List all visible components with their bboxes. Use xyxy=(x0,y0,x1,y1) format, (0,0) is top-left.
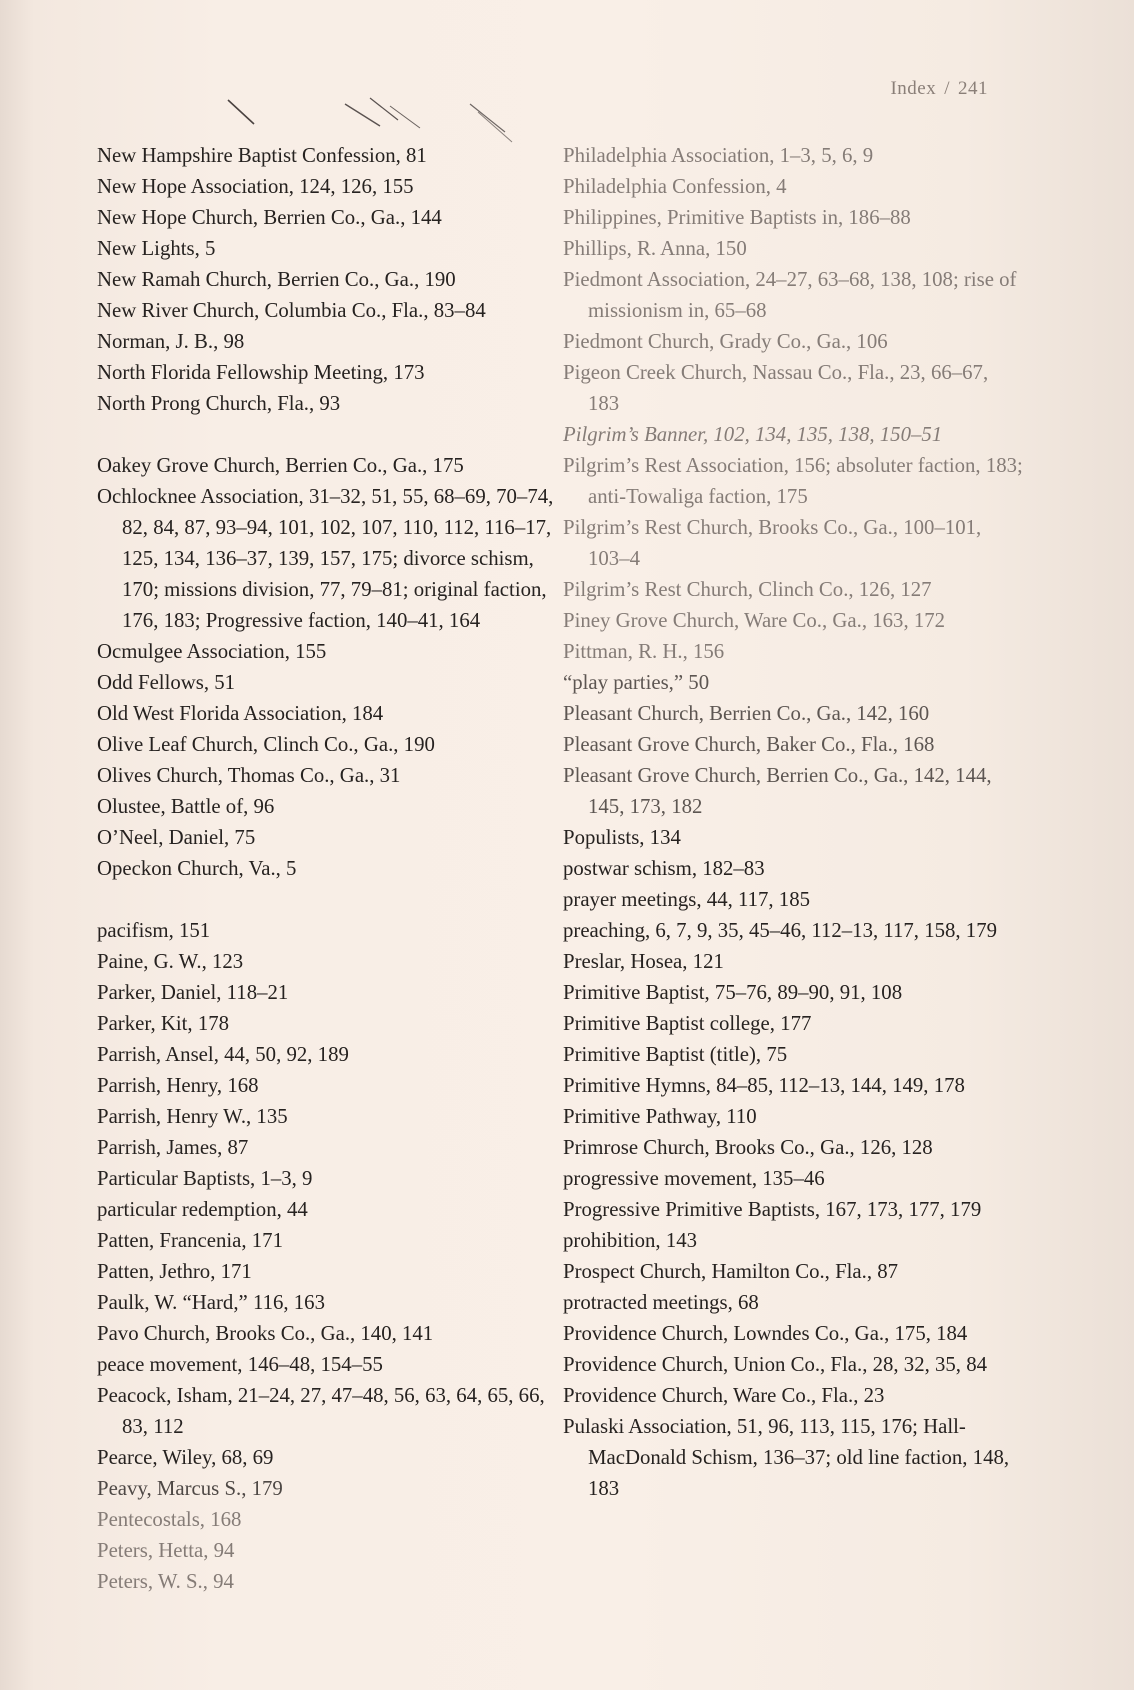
header-separator: / xyxy=(944,78,950,99)
index-entry: Patten, Jethro, 171 xyxy=(97,1260,252,1283)
index-entry: Philadelphia Confession, 4 xyxy=(563,175,787,198)
index-entry-title: Pilgrim’s Banner, 102, 134, 135, 138, 150–51 xyxy=(563,423,943,446)
index-entry: Peters, W. S., 94 xyxy=(97,1570,234,1593)
index-entry: progressive movement, 135–46 xyxy=(563,1167,825,1190)
index-entry: Pilgrim’s Rest Church, Brooks Co., Ga., 100–101, 103–4 xyxy=(563,516,982,570)
index-entry: O’Neel, Daniel, 75 xyxy=(97,826,256,849)
index-entry: Primitive Baptist college, 177 xyxy=(563,1012,812,1035)
index-entry: Paine, G. W., 123 xyxy=(97,950,244,973)
index-entry: Olives Church, Thomas Co., Ga., 31 xyxy=(97,764,401,787)
index-entry: Parrish, Ansel, 44, 50, 92, 189 xyxy=(97,1043,349,1066)
section-gap xyxy=(97,419,557,450)
index-entry: Old West Florida Association, 184 xyxy=(97,702,384,725)
section-gap xyxy=(97,884,557,915)
index-entry: New Hope Association, 124, 126, 155 xyxy=(97,175,414,198)
index-entry: Odd Fellows, 51 xyxy=(97,671,236,694)
index-entry: Parker, Daniel, 118–21 xyxy=(97,981,289,1004)
index-entry: Phillips, R. Anna, 150 xyxy=(563,237,747,260)
index-entry: Pleasant Grove Church, Berrien Co., Ga., 142, 144, 145, 173, 182 xyxy=(563,764,992,818)
index-entry: New Lights, 5 xyxy=(97,237,216,260)
index-entry: Paulk, W. “Hard,” 116, 163 xyxy=(97,1291,325,1314)
index-entry: Ochlocknee Association, 31–32, 51, 55, 68–69, 70–74, 82, 84, 87, 93–94, 101, 102, 107, 110, 112, 116–17, 125, 134, 136–37, 139, 157, 175; divorce schism, 170; missions division, 77, 79–81; original faction, 176, 183; Progressive faction, 140–41, 164 xyxy=(97,485,554,632)
index-entry: Pigeon Creek Church, Nassau Co., Fla., 23, 66–67, 183 xyxy=(563,361,989,415)
index-entry: Populists, 134 xyxy=(563,826,681,849)
index-entry: Pulaski Association, 51, 96, 113, 115, 176; Hall-MacDonald Schism, 136–37; old line faction, 148, 183 xyxy=(563,1415,1010,1500)
index-entry: Parker, Kit, 178 xyxy=(97,1012,230,1035)
index-entry: Primrose Church, Brooks Co., Ga., 126, 128 xyxy=(563,1136,933,1159)
index-entry: Philadelphia Association, 1–3, 5, 6, 9 xyxy=(563,144,874,167)
header-page-number: 241 xyxy=(958,78,988,99)
index-entry: North Prong Church, Fla., 93 xyxy=(97,392,341,415)
index-entry: particular redemption, 44 xyxy=(97,1198,308,1221)
index-entry: New River Church, Columbia Co., Fla., 83–84 xyxy=(97,299,486,322)
index-entry: Peters, Hetta, 94 xyxy=(97,1539,235,1562)
index-entry: Providence Church, Union Co., Fla., 28, 32, 35, 84 xyxy=(563,1353,987,1376)
index-entry: Primitive Baptist (title), 75 xyxy=(563,1043,788,1066)
index-entry: Providence Church, Ware Co., Fla., 23 xyxy=(563,1384,885,1407)
index-entry: Piedmont Church, Grady Co., Ga., 106 xyxy=(563,330,888,353)
index-entry: Olustee, Battle of, 96 xyxy=(97,795,275,818)
index-entry: Patten, Francenia, 171 xyxy=(97,1229,283,1252)
index-entry: New Ramah Church, Berrien Co., Ga., 190 xyxy=(97,268,456,291)
index-entry: Pleasant Church, Berrien Co., Ga., 142, 160 xyxy=(563,702,930,725)
index-entry: pacifism, 151 xyxy=(97,919,211,942)
index-entry: prohibition, 143 xyxy=(563,1229,698,1252)
index-entry: Pittman, R. H., 156 xyxy=(563,640,725,663)
index-column-left xyxy=(97,140,557,1597)
index-entry: Pilgrim’s Rest Association, 156; absoluter faction, 183; anti-Towaliga faction, 175 xyxy=(563,454,1023,508)
index-entry: Parrish, Henry, 168 xyxy=(97,1074,259,1097)
index-entry: Pilgrim’s Rest Church, Clinch Co., 126, 127 xyxy=(563,578,932,601)
index-entry: prayer meetings, 44, 117, 185 xyxy=(563,888,811,911)
index-entry: Peacock, Isham, 21–24, 27, 47–48, 56, 63, 64, 65, 66, 83, 112 xyxy=(97,1384,545,1438)
index-entry: postwar schism, 182–83 xyxy=(563,857,765,880)
index-entry: Particular Baptists, 1–3, 9 xyxy=(97,1167,313,1190)
index-entry: Providence Church, Lowndes Co., Ga., 175, 184 xyxy=(563,1322,968,1345)
index-entry: Primitive Hymns, 84–85, 112–13, 144, 149, 178 xyxy=(563,1074,965,1097)
index-entry: New Hampshire Baptist Confession, 81 xyxy=(97,144,427,167)
index-entry: Pearce, Wiley, 68, 69 xyxy=(97,1446,274,1469)
index-column-right xyxy=(563,140,1023,1504)
index-entry: Philippines, Primitive Baptists in, 186–88 xyxy=(563,206,911,229)
index-entry: Progressive Primitive Baptists, 167, 173, 177, 179 xyxy=(563,1198,982,1221)
index-entry: Pavo Church, Brooks Co., Ga., 140, 141 xyxy=(97,1322,434,1345)
index-entry: Primitive Pathway, 110 xyxy=(563,1105,757,1128)
index-entry: Norman, J. B., 98 xyxy=(97,330,245,353)
header-section: Index xyxy=(890,78,937,99)
index-entry: preaching, 6, 7, 9, 35, 45–46, 112–13, 117, 158, 179 xyxy=(563,919,997,942)
index-entry: Pleasant Grove Church, Baker Co., Fla., 168 xyxy=(563,733,935,756)
index-entry xyxy=(563,419,1023,450)
index-entry: Parrish, Henry W., 135 xyxy=(97,1105,288,1128)
index-entry: protracted meetings, 68 xyxy=(563,1291,759,1314)
index-entry: peace movement, 146–48, 154–55 xyxy=(97,1353,383,1376)
index-entry: Prospect Church, Hamilton Co., Fla., 87 xyxy=(563,1260,899,1283)
index-entry: New Hope Church, Berrien Co., Ga., 144 xyxy=(97,206,442,229)
index-entry: Opeckon Church, Va., 5 xyxy=(97,857,297,880)
index-entry: Ocmulgee Association, 155 xyxy=(97,640,327,663)
running-header xyxy=(886,78,992,100)
index-entry: Piedmont Association, 24–27, 63–68, 138, 108; rise of missionism in, 65–68 xyxy=(563,268,1017,322)
index-entry: “play parties,” 50 xyxy=(563,671,710,694)
index-entry: Olive Leaf Church, Clinch Co., Ga., 190 xyxy=(97,733,435,756)
index-entry: Piney Grove Church, Ware Co., Ga., 163, 172 xyxy=(563,609,946,632)
index-entry: Preslar, Hosea, 121 xyxy=(563,950,724,973)
index-entry: Parrish, James, 87 xyxy=(97,1136,249,1159)
index-entry: Oakey Grove Church, Berrien Co., Ga., 175 xyxy=(97,454,464,477)
index-entry: Pentecostals, 168 xyxy=(97,1508,242,1531)
index-entry: Peavy, Marcus S., 179 xyxy=(97,1477,283,1500)
index-entry: North Florida Fellowship Meeting, 173 xyxy=(97,361,425,384)
index-entry: Primitive Baptist, 75–76, 89–90, 91, 108 xyxy=(563,981,903,1004)
